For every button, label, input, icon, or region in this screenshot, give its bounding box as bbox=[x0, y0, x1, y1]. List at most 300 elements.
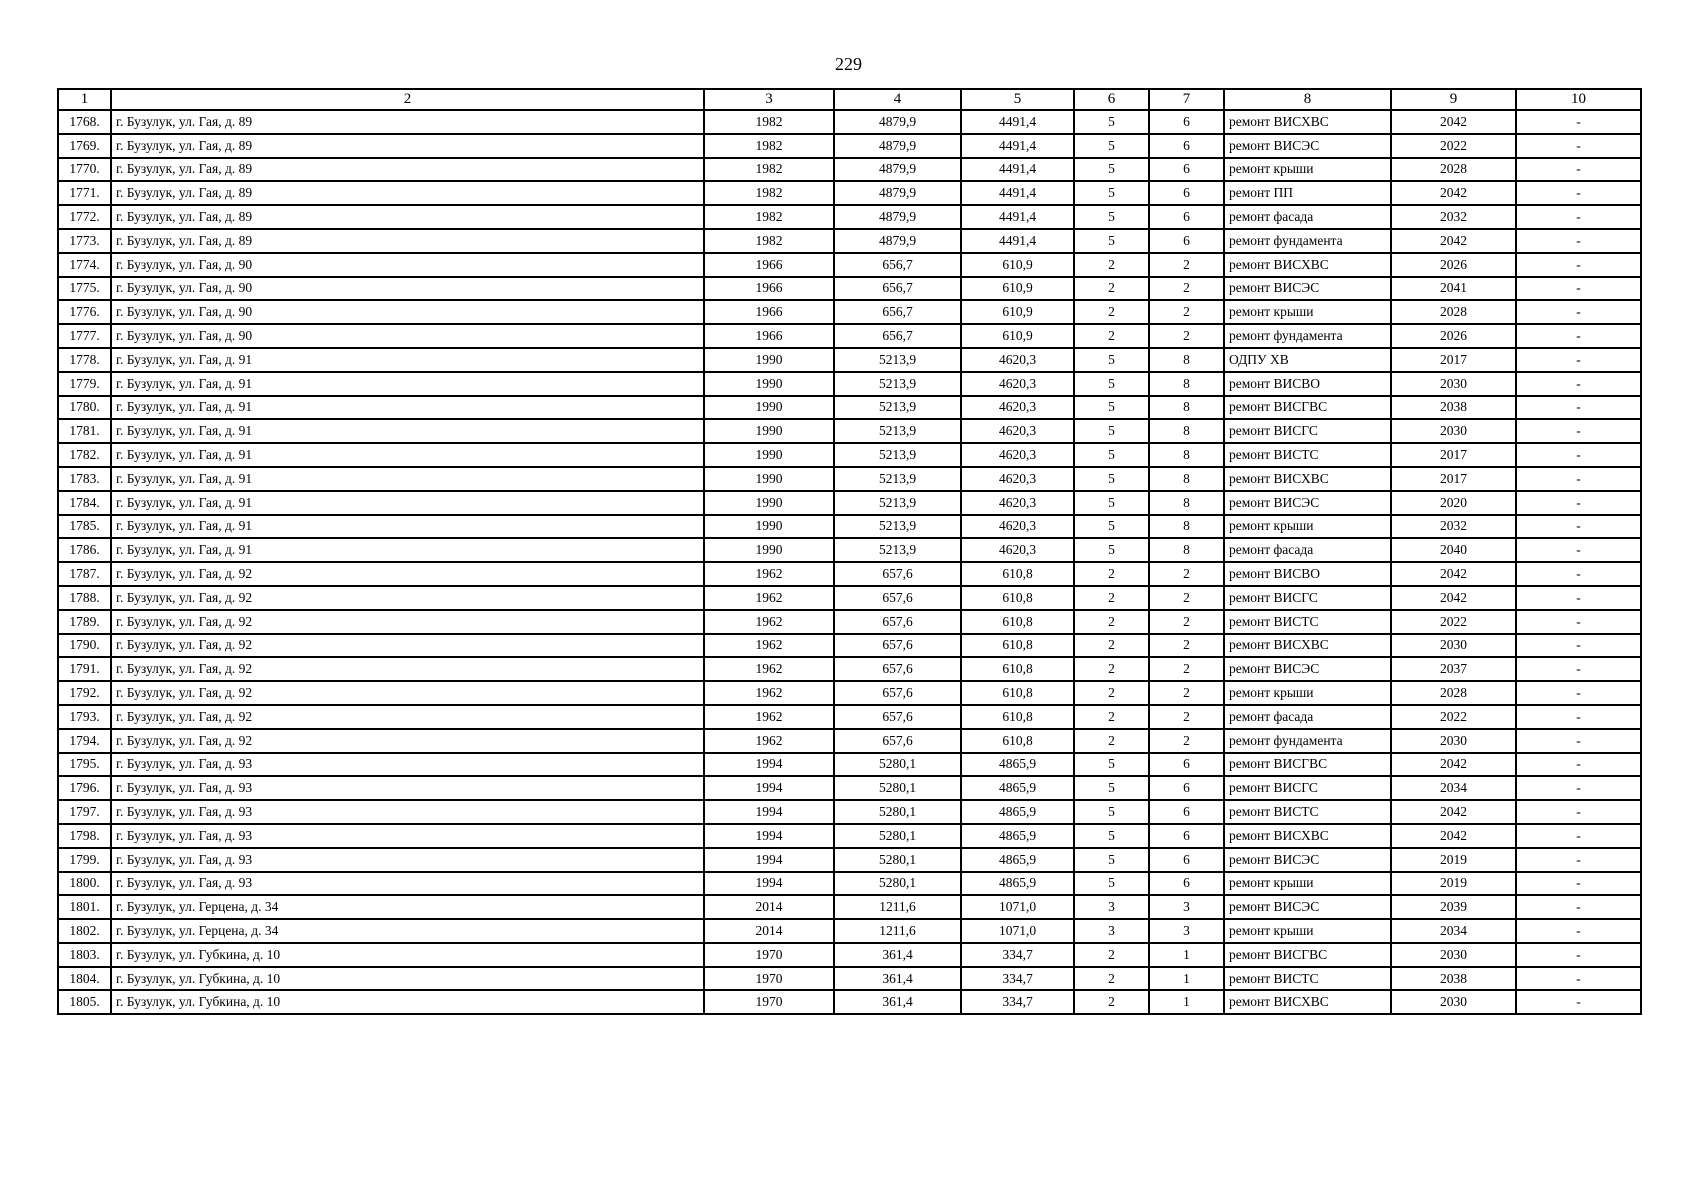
floors-cell: 5 bbox=[1074, 419, 1149, 443]
address-cell: г. Бузулук, ул. Гая, д. 93 bbox=[111, 753, 704, 777]
entrances-cell: 6 bbox=[1149, 134, 1224, 158]
year-cell: 1994 bbox=[704, 800, 834, 824]
year-cell: 1990 bbox=[704, 538, 834, 562]
address-cell: г. Бузулук, ул. Гая, д. 91 bbox=[111, 396, 704, 420]
work-type-cell: ремонт крыши bbox=[1224, 872, 1391, 896]
row-number-cell: 1773. bbox=[58, 229, 111, 253]
table-body bbox=[58, 110, 1641, 1014]
work-type-cell: ремонт крыши bbox=[1224, 681, 1391, 705]
entrances-cell: 6 bbox=[1149, 110, 1224, 134]
address-cell: г. Бузулук, ул. Гая, д. 92 bbox=[111, 657, 704, 681]
work-type-cell: ремонт ВИСХВС bbox=[1224, 253, 1391, 277]
total-area-cell: 657,6 bbox=[834, 562, 961, 586]
living-area-cell: 4491,4 bbox=[961, 110, 1074, 134]
note-cell: - bbox=[1516, 515, 1641, 539]
year-cell: 1990 bbox=[704, 443, 834, 467]
work-type-cell: ремонт крыши bbox=[1224, 919, 1391, 943]
row-number-cell: 1797. bbox=[58, 800, 111, 824]
year-cell: 1990 bbox=[704, 348, 834, 372]
row-number-cell: 1771. bbox=[58, 181, 111, 205]
work-type-cell: ОДПУ ХВ bbox=[1224, 348, 1391, 372]
floors-cell: 5 bbox=[1074, 181, 1149, 205]
address-cell: г. Бузулук, ул. Гая, д. 89 bbox=[111, 110, 704, 134]
total-area-cell: 657,6 bbox=[834, 681, 961, 705]
floors-cell: 2 bbox=[1074, 990, 1149, 1014]
plan-year-cell: 2042 bbox=[1391, 753, 1516, 777]
year-cell: 1982 bbox=[704, 110, 834, 134]
address-cell: г. Бузулук, ул. Гая, д. 93 bbox=[111, 824, 704, 848]
note-cell: - bbox=[1516, 205, 1641, 229]
address-cell: г. Бузулук, ул. Гая, д. 91 bbox=[111, 467, 704, 491]
work-type-cell: ремонт фундамента bbox=[1224, 324, 1391, 348]
row-number-cell: 1775. bbox=[58, 277, 111, 301]
row-number-cell: 1790. bbox=[58, 634, 111, 658]
living-area-cell: 610,8 bbox=[961, 586, 1074, 610]
work-type-cell: ремонт фасада bbox=[1224, 705, 1391, 729]
year-cell: 1990 bbox=[704, 491, 834, 515]
living-area-cell: 4865,9 bbox=[961, 753, 1074, 777]
floors-cell: 2 bbox=[1074, 681, 1149, 705]
column-header: 5 bbox=[961, 89, 1074, 110]
table-row bbox=[58, 277, 1641, 301]
row-number-cell: 1768. bbox=[58, 110, 111, 134]
entrances-cell: 6 bbox=[1149, 753, 1224, 777]
entrances-cell: 6 bbox=[1149, 800, 1224, 824]
note-cell: - bbox=[1516, 800, 1641, 824]
floors-cell: 5 bbox=[1074, 515, 1149, 539]
entrances-cell: 1 bbox=[1149, 967, 1224, 991]
row-number-cell: 1791. bbox=[58, 657, 111, 681]
address-cell: г. Бузулук, ул. Герцена, д. 34 bbox=[111, 895, 704, 919]
year-cell: 1982 bbox=[704, 229, 834, 253]
note-cell: - bbox=[1516, 824, 1641, 848]
work-type-cell: ремонт ВИСЭС bbox=[1224, 134, 1391, 158]
note-cell: - bbox=[1516, 895, 1641, 919]
note-cell: - bbox=[1516, 586, 1641, 610]
entrances-cell: 3 bbox=[1149, 895, 1224, 919]
note-cell: - bbox=[1516, 253, 1641, 277]
total-area-cell: 5280,1 bbox=[834, 753, 961, 777]
plan-year-cell: 2022 bbox=[1391, 705, 1516, 729]
total-area-cell: 5280,1 bbox=[834, 776, 961, 800]
table-row bbox=[58, 919, 1641, 943]
row-number-cell: 1779. bbox=[58, 372, 111, 396]
column-header: 10 bbox=[1516, 89, 1641, 110]
table-row bbox=[58, 253, 1641, 277]
row-number-cell: 1782. bbox=[58, 443, 111, 467]
entrances-cell: 2 bbox=[1149, 705, 1224, 729]
plan-year-cell: 2017 bbox=[1391, 467, 1516, 491]
table-row bbox=[58, 800, 1641, 824]
work-type-cell: ремонт крыши bbox=[1224, 158, 1391, 182]
row-number-cell: 1772. bbox=[58, 205, 111, 229]
address-cell: г. Бузулук, ул. Гая, д. 91 bbox=[111, 443, 704, 467]
year-cell: 1982 bbox=[704, 158, 834, 182]
year-cell: 1962 bbox=[704, 657, 834, 681]
work-type-cell: ремонт ВИСВО bbox=[1224, 562, 1391, 586]
note-cell: - bbox=[1516, 396, 1641, 420]
address-cell: г. Бузулук, ул. Гая, д. 93 bbox=[111, 872, 704, 896]
floors-cell: 5 bbox=[1074, 538, 1149, 562]
plan-year-cell: 2020 bbox=[1391, 491, 1516, 515]
entrances-cell: 6 bbox=[1149, 872, 1224, 896]
address-cell: г. Бузулук, ул. Гая, д. 92 bbox=[111, 586, 704, 610]
note-cell: - bbox=[1516, 848, 1641, 872]
table-row bbox=[58, 776, 1641, 800]
address-cell: г. Бузулук, ул. Гая, д. 91 bbox=[111, 348, 704, 372]
entrances-cell: 2 bbox=[1149, 277, 1224, 301]
living-area-cell: 334,7 bbox=[961, 990, 1074, 1014]
column-header: 8 bbox=[1224, 89, 1391, 110]
note-cell: - bbox=[1516, 110, 1641, 134]
living-area-cell: 610,8 bbox=[961, 634, 1074, 658]
floors-cell: 2 bbox=[1074, 943, 1149, 967]
floors-cell: 5 bbox=[1074, 372, 1149, 396]
living-area-cell: 1071,0 bbox=[961, 919, 1074, 943]
plan-year-cell: 2030 bbox=[1391, 943, 1516, 967]
note-cell: - bbox=[1516, 919, 1641, 943]
table-row bbox=[58, 967, 1641, 991]
table-row bbox=[58, 229, 1641, 253]
row-number-cell: 1776. bbox=[58, 300, 111, 324]
plan-year-cell: 2022 bbox=[1391, 134, 1516, 158]
living-area-cell: 4491,4 bbox=[961, 158, 1074, 182]
work-type-cell: ремонт ПП bbox=[1224, 181, 1391, 205]
capital-repair-table bbox=[57, 88, 1642, 1015]
year-cell: 1962 bbox=[704, 705, 834, 729]
work-type-cell: ремонт ВИСХВС bbox=[1224, 467, 1391, 491]
entrances-cell: 6 bbox=[1149, 776, 1224, 800]
note-cell: - bbox=[1516, 634, 1641, 658]
total-area-cell: 4879,9 bbox=[834, 181, 961, 205]
column-header: 7 bbox=[1149, 89, 1224, 110]
note-cell: - bbox=[1516, 443, 1641, 467]
floors-cell: 2 bbox=[1074, 277, 1149, 301]
entrances-cell: 6 bbox=[1149, 848, 1224, 872]
address-cell: г. Бузулук, ул. Губкина, д. 10 bbox=[111, 967, 704, 991]
year-cell: 1966 bbox=[704, 253, 834, 277]
floors-cell: 5 bbox=[1074, 205, 1149, 229]
floors-cell: 2 bbox=[1074, 705, 1149, 729]
table-row bbox=[58, 538, 1641, 562]
year-cell: 1994 bbox=[704, 824, 834, 848]
address-cell: г. Бузулук, ул. Гая, д. 93 bbox=[111, 776, 704, 800]
column-header: 6 bbox=[1074, 89, 1149, 110]
floors-cell: 2 bbox=[1074, 562, 1149, 586]
plan-year-cell: 2030 bbox=[1391, 419, 1516, 443]
entrances-cell: 8 bbox=[1149, 443, 1224, 467]
plan-year-cell: 2038 bbox=[1391, 396, 1516, 420]
living-area-cell: 610,9 bbox=[961, 253, 1074, 277]
entrances-cell: 8 bbox=[1149, 419, 1224, 443]
year-cell: 1970 bbox=[704, 990, 834, 1014]
entrances-cell: 6 bbox=[1149, 158, 1224, 182]
work-type-cell: ремонт фасада bbox=[1224, 205, 1391, 229]
year-cell: 2014 bbox=[704, 895, 834, 919]
table-row bbox=[58, 419, 1641, 443]
row-number-cell: 1781. bbox=[58, 419, 111, 443]
total-area-cell: 656,7 bbox=[834, 324, 961, 348]
living-area-cell: 4620,3 bbox=[961, 372, 1074, 396]
floors-cell: 5 bbox=[1074, 800, 1149, 824]
plan-year-cell: 2032 bbox=[1391, 205, 1516, 229]
column-header: 9 bbox=[1391, 89, 1516, 110]
work-type-cell: ремонт ВИСГС bbox=[1224, 586, 1391, 610]
floors-cell: 2 bbox=[1074, 253, 1149, 277]
note-cell: - bbox=[1516, 967, 1641, 991]
work-type-cell: ремонт ВИСХВС bbox=[1224, 110, 1391, 134]
year-cell: 1982 bbox=[704, 205, 834, 229]
floors-cell: 2 bbox=[1074, 586, 1149, 610]
plan-year-cell: 2037 bbox=[1391, 657, 1516, 681]
living-area-cell: 610,8 bbox=[961, 705, 1074, 729]
page-number: 229 bbox=[835, 54, 862, 74]
year-cell: 1990 bbox=[704, 396, 834, 420]
floors-cell: 2 bbox=[1074, 967, 1149, 991]
entrances-cell: 2 bbox=[1149, 562, 1224, 586]
plan-year-cell: 2042 bbox=[1391, 562, 1516, 586]
work-type-cell: ремонт крыши bbox=[1224, 515, 1391, 539]
total-area-cell: 4879,9 bbox=[834, 158, 961, 182]
entrances-cell: 8 bbox=[1149, 348, 1224, 372]
table-row bbox=[58, 895, 1641, 919]
living-area-cell: 4865,9 bbox=[961, 848, 1074, 872]
year-cell: 1962 bbox=[704, 729, 834, 753]
table-row bbox=[58, 467, 1641, 491]
table-row bbox=[58, 324, 1641, 348]
year-cell: 1966 bbox=[704, 300, 834, 324]
work-type-cell: ремонт ВИСГВС bbox=[1224, 396, 1391, 420]
work-type-cell: ремонт ВИСГС bbox=[1224, 776, 1391, 800]
work-type-cell: ремонт фундамента bbox=[1224, 729, 1391, 753]
total-area-cell: 5213,9 bbox=[834, 443, 961, 467]
living-area-cell: 4865,9 bbox=[961, 800, 1074, 824]
year-cell: 1990 bbox=[704, 372, 834, 396]
plan-year-cell: 2026 bbox=[1391, 253, 1516, 277]
plan-year-cell: 2032 bbox=[1391, 515, 1516, 539]
plan-year-cell: 2028 bbox=[1391, 681, 1516, 705]
plan-year-cell: 2042 bbox=[1391, 110, 1516, 134]
year-cell: 1966 bbox=[704, 324, 834, 348]
plan-year-cell: 2042 bbox=[1391, 586, 1516, 610]
address-cell: г. Бузулук, ул. Гая, д. 89 bbox=[111, 158, 704, 182]
work-type-cell: ремонт ВИСГС bbox=[1224, 419, 1391, 443]
total-area-cell: 361,4 bbox=[834, 943, 961, 967]
floors-cell: 5 bbox=[1074, 443, 1149, 467]
note-cell: - bbox=[1516, 324, 1641, 348]
living-area-cell: 4865,9 bbox=[961, 824, 1074, 848]
note-cell: - bbox=[1516, 776, 1641, 800]
table-row bbox=[58, 562, 1641, 586]
floors-cell: 5 bbox=[1074, 848, 1149, 872]
year-cell: 1962 bbox=[704, 610, 834, 634]
total-area-cell: 657,6 bbox=[834, 729, 961, 753]
living-area-cell: 4620,3 bbox=[961, 443, 1074, 467]
plan-year-cell: 2017 bbox=[1391, 348, 1516, 372]
floors-cell: 5 bbox=[1074, 872, 1149, 896]
table-row bbox=[58, 610, 1641, 634]
total-area-cell: 1211,6 bbox=[834, 895, 961, 919]
table-row bbox=[58, 110, 1641, 134]
row-number-cell: 1805. bbox=[58, 990, 111, 1014]
row-number-cell: 1796. bbox=[58, 776, 111, 800]
work-type-cell: ремонт ВИСХВС bbox=[1224, 824, 1391, 848]
floors-cell: 2 bbox=[1074, 657, 1149, 681]
total-area-cell: 5213,9 bbox=[834, 491, 961, 515]
living-area-cell: 4491,4 bbox=[961, 181, 1074, 205]
address-cell: г. Бузулук, ул. Гая, д. 91 bbox=[111, 419, 704, 443]
entrances-cell: 6 bbox=[1149, 205, 1224, 229]
total-area-cell: 657,6 bbox=[834, 705, 961, 729]
table-row bbox=[58, 729, 1641, 753]
year-cell: 1990 bbox=[704, 515, 834, 539]
total-area-cell: 5213,9 bbox=[834, 467, 961, 491]
floors-cell: 5 bbox=[1074, 824, 1149, 848]
living-area-cell: 4620,3 bbox=[961, 396, 1074, 420]
total-area-cell: 4879,9 bbox=[834, 205, 961, 229]
row-number-cell: 1793. bbox=[58, 705, 111, 729]
year-cell: 1962 bbox=[704, 562, 834, 586]
table-row bbox=[58, 515, 1641, 539]
plan-year-cell: 2030 bbox=[1391, 729, 1516, 753]
table-row bbox=[58, 158, 1641, 182]
plan-year-cell: 2030 bbox=[1391, 634, 1516, 658]
living-area-cell: 4491,4 bbox=[961, 229, 1074, 253]
living-area-cell: 610,9 bbox=[961, 324, 1074, 348]
row-number-cell: 1780. bbox=[58, 396, 111, 420]
note-cell: - bbox=[1516, 872, 1641, 896]
row-number-cell: 1801. bbox=[58, 895, 111, 919]
note-cell: - bbox=[1516, 538, 1641, 562]
note-cell: - bbox=[1516, 729, 1641, 753]
living-area-cell: 610,8 bbox=[961, 657, 1074, 681]
floors-cell: 5 bbox=[1074, 110, 1149, 134]
note-cell: - bbox=[1516, 562, 1641, 586]
living-area-cell: 610,8 bbox=[961, 729, 1074, 753]
column-header: 4 bbox=[834, 89, 961, 110]
floors-cell: 2 bbox=[1074, 324, 1149, 348]
total-area-cell: 1211,6 bbox=[834, 919, 961, 943]
entrances-cell: 8 bbox=[1149, 538, 1224, 562]
total-area-cell: 657,6 bbox=[834, 634, 961, 658]
work-type-cell: ремонт ВИСГВС bbox=[1224, 753, 1391, 777]
row-number-cell: 1774. bbox=[58, 253, 111, 277]
entrances-cell: 2 bbox=[1149, 634, 1224, 658]
plan-year-cell: 2042 bbox=[1391, 229, 1516, 253]
entrances-cell: 8 bbox=[1149, 491, 1224, 515]
note-cell: - bbox=[1516, 181, 1641, 205]
address-cell: г. Бузулук, ул. Гая, д. 89 bbox=[111, 229, 704, 253]
work-type-cell: ремонт ВИСЭС bbox=[1224, 657, 1391, 681]
entrances-cell: 8 bbox=[1149, 372, 1224, 396]
total-area-cell: 5213,9 bbox=[834, 419, 961, 443]
living-area-cell: 610,8 bbox=[961, 610, 1074, 634]
entrances-cell: 2 bbox=[1149, 324, 1224, 348]
plan-year-cell: 2041 bbox=[1391, 277, 1516, 301]
table-row bbox=[58, 872, 1641, 896]
work-type-cell: ремонт ВИСХВС bbox=[1224, 634, 1391, 658]
note-cell: - bbox=[1516, 657, 1641, 681]
address-cell: г. Бузулук, ул. Гая, д. 92 bbox=[111, 634, 704, 658]
work-type-cell: ремонт ВИСЭС bbox=[1224, 895, 1391, 919]
work-type-cell: ремонт ВИСТС bbox=[1224, 800, 1391, 824]
plan-year-cell: 2022 bbox=[1391, 610, 1516, 634]
plan-year-cell: 2019 bbox=[1391, 872, 1516, 896]
living-area-cell: 4865,9 bbox=[961, 872, 1074, 896]
note-cell: - bbox=[1516, 467, 1641, 491]
plan-year-cell: 2028 bbox=[1391, 300, 1516, 324]
address-cell: г. Бузулук, ул. Гая, д. 93 bbox=[111, 848, 704, 872]
entrances-cell: 6 bbox=[1149, 229, 1224, 253]
floors-cell: 5 bbox=[1074, 158, 1149, 182]
plan-year-cell: 2039 bbox=[1391, 895, 1516, 919]
floors-cell: 3 bbox=[1074, 895, 1149, 919]
table-row bbox=[58, 634, 1641, 658]
year-cell: 2014 bbox=[704, 919, 834, 943]
address-cell: г. Бузулук, ул. Гая, д. 89 bbox=[111, 205, 704, 229]
total-area-cell: 5280,1 bbox=[834, 824, 961, 848]
year-cell: 1982 bbox=[704, 134, 834, 158]
plan-year-cell: 2030 bbox=[1391, 990, 1516, 1014]
plan-year-cell: 2038 bbox=[1391, 967, 1516, 991]
total-area-cell: 5213,9 bbox=[834, 396, 961, 420]
living-area-cell: 610,8 bbox=[961, 562, 1074, 586]
total-area-cell: 361,4 bbox=[834, 990, 961, 1014]
address-cell: г. Бузулук, ул. Гая, д. 90 bbox=[111, 324, 704, 348]
plan-year-cell: 2034 bbox=[1391, 776, 1516, 800]
living-area-cell: 334,7 bbox=[961, 967, 1074, 991]
row-number-cell: 1789. bbox=[58, 610, 111, 634]
living-area-cell: 610,9 bbox=[961, 277, 1074, 301]
total-area-cell: 5213,9 bbox=[834, 538, 961, 562]
table-row bbox=[58, 205, 1641, 229]
plan-year-cell: 2042 bbox=[1391, 800, 1516, 824]
entrances-cell: 8 bbox=[1149, 396, 1224, 420]
living-area-cell: 1071,0 bbox=[961, 895, 1074, 919]
living-area-cell: 4620,3 bbox=[961, 491, 1074, 515]
year-cell: 1962 bbox=[704, 681, 834, 705]
work-type-cell: ремонт ВИСЭС bbox=[1224, 491, 1391, 515]
note-cell: - bbox=[1516, 943, 1641, 967]
living-area-cell: 4491,4 bbox=[961, 134, 1074, 158]
note-cell: - bbox=[1516, 158, 1641, 182]
work-type-cell: ремонт ВИСТС bbox=[1224, 443, 1391, 467]
entrances-cell: 1 bbox=[1149, 990, 1224, 1014]
entrances-cell: 2 bbox=[1149, 681, 1224, 705]
entrances-cell: 2 bbox=[1149, 729, 1224, 753]
year-cell: 1970 bbox=[704, 967, 834, 991]
plan-year-cell: 2040 bbox=[1391, 538, 1516, 562]
floors-cell: 5 bbox=[1074, 776, 1149, 800]
table-row bbox=[58, 657, 1641, 681]
year-cell: 1970 bbox=[704, 943, 834, 967]
address-cell: г. Бузулук, ул. Гая, д. 91 bbox=[111, 372, 704, 396]
note-cell: - bbox=[1516, 372, 1641, 396]
plan-year-cell: 2034 bbox=[1391, 919, 1516, 943]
row-number-cell: 1784. bbox=[58, 491, 111, 515]
table-row bbox=[58, 372, 1641, 396]
year-cell: 1990 bbox=[704, 419, 834, 443]
row-number-cell: 1770. bbox=[58, 158, 111, 182]
floors-cell: 5 bbox=[1074, 134, 1149, 158]
year-cell: 1962 bbox=[704, 586, 834, 610]
row-number-cell: 1804. bbox=[58, 967, 111, 991]
note-cell: - bbox=[1516, 990, 1641, 1014]
total-area-cell: 657,6 bbox=[834, 610, 961, 634]
plan-year-cell: 2030 bbox=[1391, 372, 1516, 396]
address-cell: г. Бузулук, ул. Губкина, д. 10 bbox=[111, 990, 704, 1014]
table-row bbox=[58, 181, 1641, 205]
